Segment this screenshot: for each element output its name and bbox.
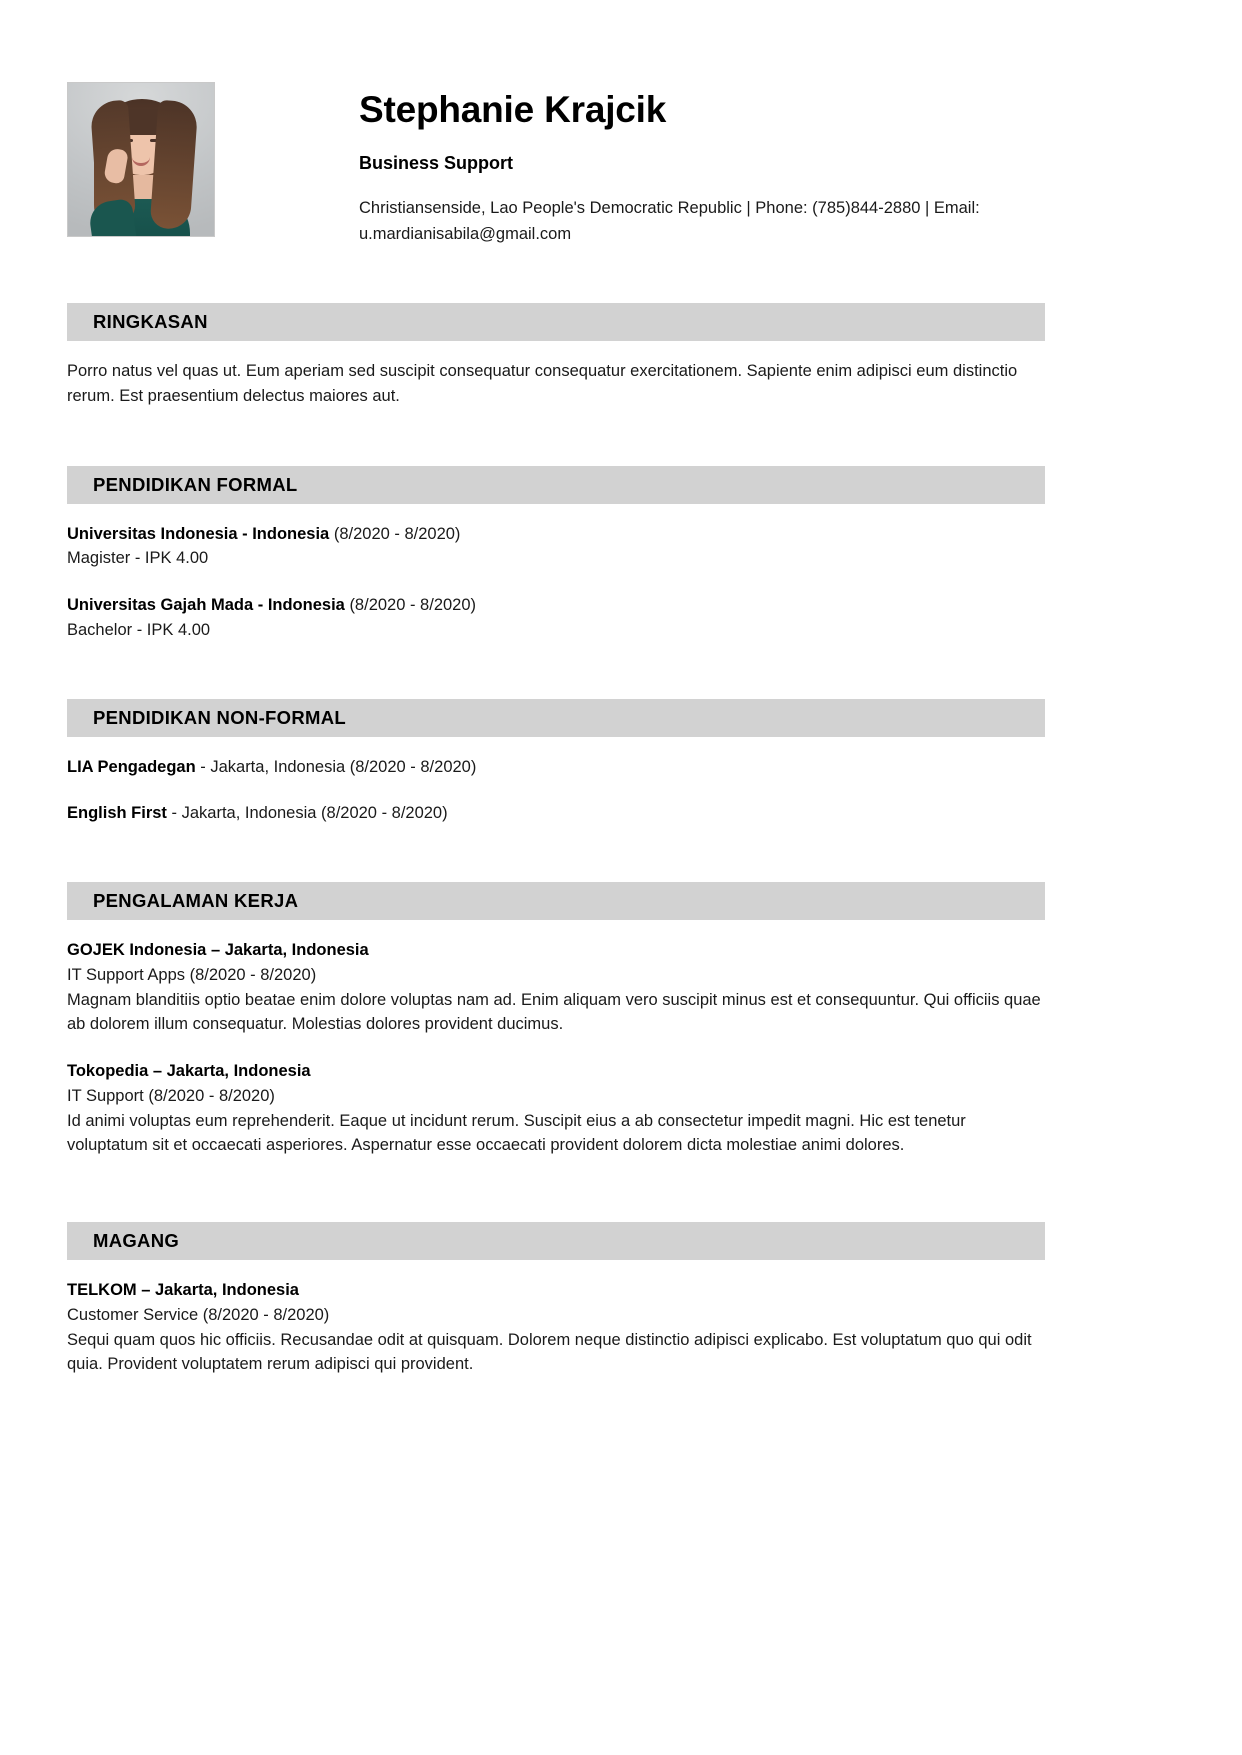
- section-body-work-experience: [67, 920, 1045, 1158]
- header-text-block: [215, 82, 1045, 247]
- internship-description: Sequi quam quos hic officiis. Recusandae odit at quisquam. Dolorem neque distinctio adipisci explicabo. Est voluptatum quo qui odit quia. Provident voluptatem rerum adipisci qui provident.: [67, 1330, 1032, 1374]
- work-company: Tokopedia – Jakarta, Indonesia: [67, 1062, 311, 1081]
- non-formal-heading: [67, 755, 1045, 780]
- education-detail: Magister - IPK 4.00: [67, 549, 209, 568]
- non-formal-entry: [67, 801, 1045, 826]
- job-title: Business Support: [359, 152, 514, 173]
- non-formal-entry: [67, 755, 1045, 780]
- work-description: Id animi voluptas eum reprehenderit. Eaque ut incidunt rerum. Suscipit eius a ab consectetur impedit magni. Hic est tenetur voluptatum sit et occaecati asperiores. Aspernatur esse occaecati provident dolorem dicta molestiae animi dolores.: [67, 1111, 966, 1155]
- page-title: Stephanie Krajcik: [359, 89, 667, 130]
- non-formal-institution: LIA Pengadegan: [67, 757, 196, 776]
- education-heading: [67, 593, 1045, 618]
- internship-role: Customer Service (8/2020 - 8/2020): [67, 1305, 330, 1324]
- section-title-formal-education: PENDIDIKAN FORMAL: [93, 473, 298, 495]
- photo-container: [67, 82, 215, 237]
- education-institution: Universitas Gajah Mada - Indonesia: [67, 596, 345, 615]
- section-body-non-formal-education: [67, 737, 1045, 827]
- profile-photo: [67, 82, 215, 237]
- contact-line: Christiansenside, Lao People's Democratic Republic | Phone: (785)844-2880 | Email: u.mardianisabila@gmail.com: [359, 199, 980, 243]
- section-bar-non-formal-education: [67, 699, 1045, 737]
- work-entry: [67, 938, 1045, 1037]
- work-role: IT Support (8/2020 - 8/2020): [67, 1086, 275, 1105]
- section-body-formal-education: [67, 504, 1045, 643]
- section-bar-work-experience: [67, 882, 1045, 920]
- work-entry: [67, 1059, 1045, 1158]
- education-detail: Bachelor - IPK 4.00: [67, 620, 211, 639]
- section-work-experience: [67, 882, 1045, 1158]
- work-description: Magnam blanditiis optio beatae enim dolore voluptas nam ad. Enim aliquam vero suscipit minus est et consequuntur. Qui officiis quae ab dolorem illum consequatur. Molestias dolores provident ducimus.: [67, 990, 1041, 1034]
- non-formal-detail: - Jakarta, Indonesia (8/2020 - 8/2020): [166, 804, 448, 823]
- work-role: IT Support Apps (8/2020 - 8/2020): [67, 965, 317, 984]
- non-formal-heading: [67, 801, 1045, 826]
- education-heading: [67, 522, 1045, 547]
- section-title-internship: MAGANG: [93, 1230, 180, 1252]
- education-institution: Universitas Indonesia - Indonesia: [67, 524, 330, 543]
- section-title-work-experience: PENGALAMAN KERJA: [93, 890, 299, 912]
- section-bar-formal-education: [67, 466, 1045, 504]
- section-summary: [67, 303, 1045, 409]
- section-non-formal-education: [67, 699, 1045, 827]
- section-title-summary: RINGKASAN: [93, 311, 208, 333]
- education-entry: [67, 593, 1045, 643]
- section-formal-education: [67, 466, 1045, 643]
- education-period: (8/2020 - 8/2020): [333, 524, 461, 543]
- section-internship: [67, 1222, 1045, 1377]
- section-body-internship: [67, 1260, 1045, 1377]
- internship-company: TELKOM – Jakarta, Indonesia: [67, 1281, 299, 1300]
- section-bar-internship: [67, 1222, 1045, 1260]
- resume-content: [67, 0, 1045, 1377]
- internship-entry: [67, 1278, 1045, 1377]
- resume-header: [67, 0, 1045, 247]
- non-formal-detail: - Jakarta, Indonesia (8/2020 - 8/2020): [195, 757, 477, 776]
- education-entry: [67, 522, 1045, 572]
- section-bar-summary: [67, 303, 1045, 341]
- section-body-summary: [67, 341, 1045, 409]
- section-title-non-formal-education: PENDIDIKAN NON-FORMAL: [93, 706, 346, 728]
- non-formal-institution: English First: [67, 804, 167, 823]
- work-company: GOJEK Indonesia – Jakarta, Indonesia: [67, 941, 369, 960]
- education-period: (8/2020 - 8/2020): [349, 596, 477, 615]
- summary-text: Porro natus vel quas ut. Eum aperiam sed suscipit consequatur consequatur exercitationem. Sapiente enim adipisci eum distinctio rerum. Est praesentium delectus maiores aut.: [67, 362, 1018, 406]
